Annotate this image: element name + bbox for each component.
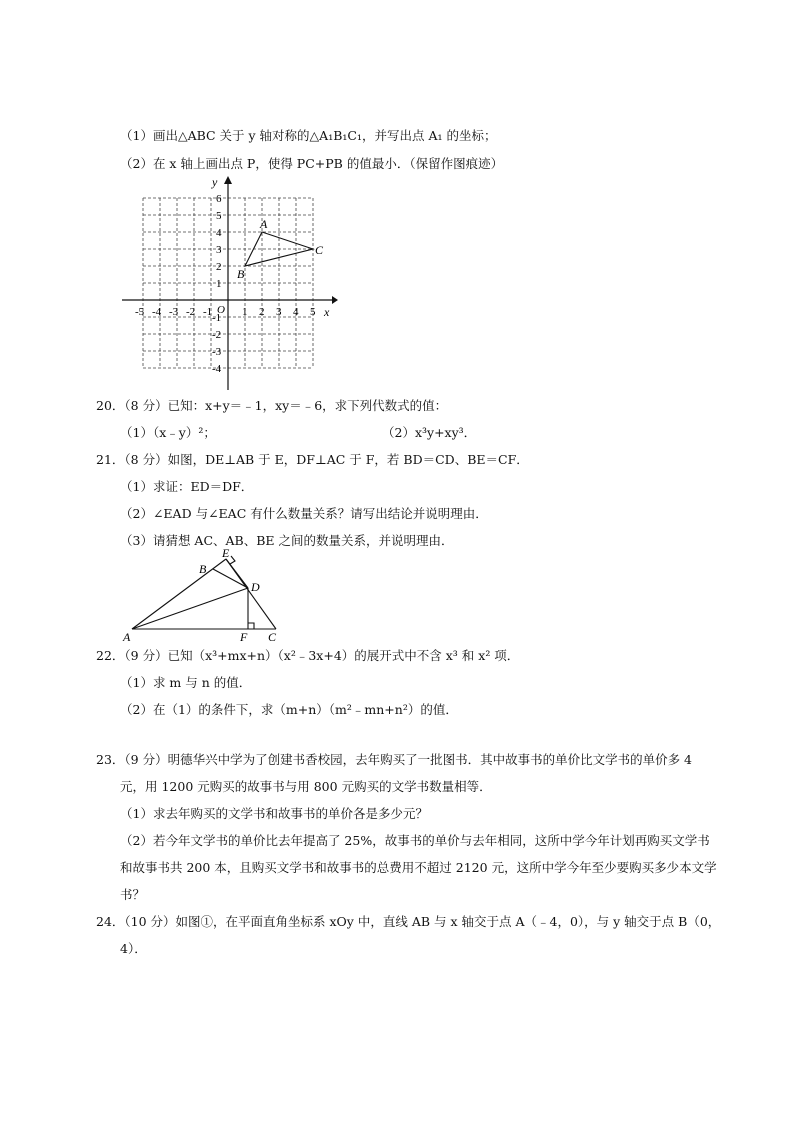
q22-part1: （1）求 m 与 n 的值． bbox=[120, 675, 252, 690]
y-tick-label: 1 bbox=[216, 278, 222, 290]
segment-ae bbox=[132, 559, 226, 629]
y-tick-label: 3 bbox=[216, 244, 222, 256]
y-tick-label: 5 bbox=[216, 210, 222, 222]
q20-stem: 20．（8 分）已知：x+y＝﹣1，xy＝﹣6，求下列代数式的值： bbox=[96, 398, 448, 413]
x-axis-label: x bbox=[324, 305, 330, 319]
q23-stem-line2: 元，用 1200 元购买的故事书与用 800 元购买的文学书数量相等． bbox=[120, 779, 492, 794]
q21-stem: 21．（8 分）如图，DE⊥AB 于 E，DF⊥AC 于 F，若 BD＝CD、BE＝CF． bbox=[96, 452, 529, 467]
q24-stem-line2: 4）． bbox=[120, 941, 147, 956]
y-tick-labels bbox=[212, 193, 222, 375]
coordinate-grid-figure bbox=[118, 170, 338, 392]
q23-part2-line1: （2）若今年文学书的单价比去年提高了 25%，故事书的单价与去年相同，这所中学今年计划再购买文学书 bbox=[120, 833, 710, 848]
q23-part1: （1）求去年购买的文学书和故事书的单价各是多少元？ bbox=[120, 806, 428, 821]
x-tick-label: -3 bbox=[169, 306, 179, 318]
y-tick-label: -1 bbox=[212, 312, 222, 324]
q20-part2: （2）x³y+xy³． bbox=[382, 425, 477, 440]
x-tick-label: -1 bbox=[203, 306, 213, 318]
segment-bd bbox=[213, 569, 248, 588]
vertex-label-b: B bbox=[237, 267, 245, 281]
y-axis-label: y bbox=[212, 175, 218, 189]
x-tick-label: 3 bbox=[276, 306, 282, 318]
q23-part2-line3: 书？ bbox=[120, 887, 146, 902]
q23-stem-line1: 23．（9 分）明德华兴中学为了创建书香校园，去年购买了一批图书．其中故事书的单价比文学书的单价多 4 bbox=[96, 752, 693, 767]
q23-part2-line2: 和故事书共 200 本，且购买文学书和故事书的总费用不超过 2120 元，这所中学今年至少要购买多少本文学 bbox=[120, 860, 717, 875]
x-tick-label: 4 bbox=[293, 306, 299, 318]
q19-part2: （2）在 x 轴上画出点 P，使得 PC+PB 的值最小．（保留作图痕迹） bbox=[120, 156, 504, 171]
q20-part1: （1）（x﹣y）²； bbox=[120, 425, 216, 440]
q21-part1: （1）求证：ED＝DF． bbox=[120, 479, 254, 494]
segment-ed bbox=[226, 559, 248, 588]
q19-part1: （1）画出△ABC 关于 y 轴对称的△A₁B₁C₁，并写出点 A₁ 的坐标； bbox=[120, 128, 497, 143]
y-tick-label: 2 bbox=[216, 261, 222, 273]
y-axis-arrow bbox=[224, 176, 232, 184]
label-a: A bbox=[123, 630, 131, 644]
y-tick-label: 4 bbox=[216, 227, 222, 239]
q22-part2: （2）在（1）的条件下，求（m+n）（m²﹣mn+n²）的值． bbox=[120, 702, 458, 717]
label-b: B bbox=[199, 562, 207, 576]
segment-ad bbox=[132, 588, 248, 629]
vertex-label-c: C bbox=[315, 243, 324, 257]
right-angle-mark-e bbox=[230, 556, 235, 564]
q21-part2: （2）∠EAD 与∠EAC 有什么数量关系？请写出结论并说明理由． bbox=[120, 506, 488, 521]
vertex-label-a: A bbox=[260, 217, 268, 231]
y-tick-label: -3 bbox=[212, 346, 222, 358]
y-tick-label: 6 bbox=[216, 193, 222, 205]
y-tick-label: -2 bbox=[212, 329, 222, 341]
q22-stem: 22．（9 分）已知（x³+mx+n）（x²﹣3x+4）的展开式中不含 x³ 和 x² 项． bbox=[96, 648, 520, 663]
triangle-figure bbox=[118, 548, 288, 644]
label-c: C bbox=[268, 630, 277, 644]
label-d: D bbox=[251, 580, 260, 594]
q24-stem-line1: 24．（10 分）如图①，在平面直角坐标系 xOy 中，直线 AB 与 x 轴交于点 A（﹣4，0），与 y 轴交于点 B（0， bbox=[96, 914, 721, 929]
label-e: E bbox=[222, 548, 230, 560]
x-tick-label: -4 bbox=[152, 306, 162, 318]
x-axis-arrow bbox=[332, 296, 338, 304]
origin-label: O bbox=[217, 304, 225, 316]
right-angle-mark-f bbox=[248, 623, 254, 629]
label-f: F bbox=[240, 630, 248, 644]
x-tick-labels bbox=[135, 306, 316, 318]
x-tick-label: 2 bbox=[259, 306, 265, 318]
q21-part3: （3）请猜想 AC、AB、BE 之间的数量关系，并说明理由． bbox=[120, 533, 454, 548]
x-tick-label: 5 bbox=[310, 306, 316, 318]
y-tick-label: -4 bbox=[212, 363, 222, 375]
x-tick-label: -2 bbox=[186, 306, 196, 318]
x-tick-label: 1 bbox=[242, 306, 248, 318]
x-tick-label: -5 bbox=[135, 306, 145, 318]
